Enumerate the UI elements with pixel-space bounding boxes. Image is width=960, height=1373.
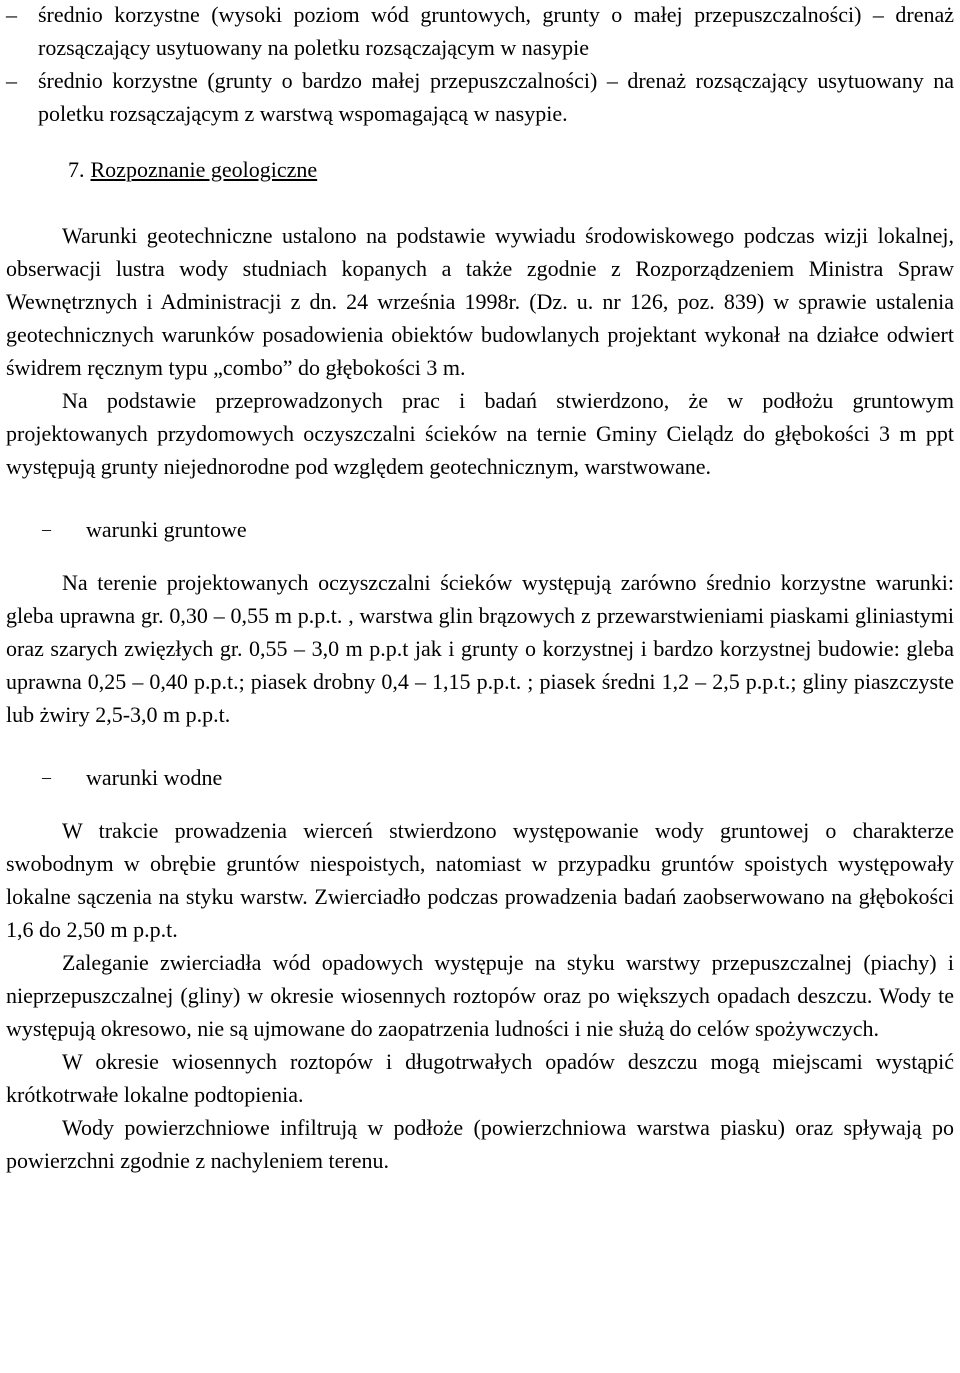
paragraph: Na terenie projektowanych oczyszczalni ścieków występują zarówno średnio korzystne warunki: gleba uprawna gr. 0,30 – 0,55 m p.p.t. , warstwa glin brązowych z przewarstwieniami piaskami gliniastymi oraz szarych zwięzłych gr. 0,55 – 3,0 m p.p.t jak i grunty o korzystnej i bardzo korzystnej budowie: gleba uprawna 0,25 – 0,40 p.p.t.; piasek drobny 0,4 – 1,15 p.p.t. ; piasek średni 1,2 – 2,5 p.p.t.; gliny piaszczyste lub żwiry 2,5-3,0 m p.p.t. — [6, 570, 954, 727]
subsection-title: warunki wodne — [86, 765, 223, 790]
paragraph: Zaleganie zwierciadła wód opadowych występuje na styku warstwy przepuszczalnej (piachy) i nieprzepuszczalnej (gliny) w okresie wiosennych roztopów oraz po większych opadach deszczu. Wody te występują okresowo, nie są ujmowane do zaopatrzenia ludności i nie służą do celów spożywczych. — [6, 950, 954, 1041]
paragraph: W okresie wiosennych roztopów i długotrwałych opadów deszczu mogą miejscami wystąpić krótkotrwałe lokalne podtopienia. — [6, 1049, 954, 1107]
list-item — [6, 0, 954, 64]
section-heading — [68, 153, 954, 186]
subsection-title: warunki gruntowe — [86, 517, 247, 542]
dash-bullet: – — [42, 519, 51, 539]
paragraph: Na podstawie przeprowadzonych prac i badań stwierdzono, że w podłożu gruntowym projektowanych przydomowych oczyszczalni ścieków na ternie Gminy Cielądz do głębokości 3 m ppt występują grunty niejednorodne pod względem geotechnicznym, warstwowane. — [6, 388, 954, 479]
dash-bullet: – — [6, 68, 17, 93]
paragraph: W trakcie prowadzenia wierceń stwierdzono występowanie wody gruntowej o charakterze swobodnym w obrębie gruntów niespoistych, natomiast w przypadku gruntów spoistych występowały lokalne sączenia na styku warstw. Zwierciadło podczas prowadzenia badań zaobserwowano na głębokości 1,6 do 2,50 m p.p.t. — [6, 818, 954, 942]
paragraph: Warunki geotechniczne ustalono na podstawie wywiadu środowiskowego podczas wizji lokalnej, obserwacji lustra wody studniach kopanych a także zgodnie z Rozporządzeniem Ministra Spraw Wewnętrznych i Administracji z dn. 24 września 1998r. (Dz. u. nr 126, poz. 839) w sprawie ustalenia geotechnicznych warunków posadowienia obiektów budowlanych projektant wykonał na działce odwiert świdrem ręcznym typu „combo” do głębokości 3 m. — [6, 223, 954, 380]
subsection-heading — [6, 761, 954, 794]
dash-bullet: – — [6, 2, 17, 27]
list-item — [6, 64, 954, 130]
list-item-text: średnio korzystne (grunty o bardzo małej przepuszczalności) – drenaż rozsączający usytuowany na poletku rozsączającym z warstwą wspomagającą w nasypie. — [38, 68, 954, 126]
section-number: 7. — [68, 157, 85, 182]
section-title: Rozpoznanie geologiczne — [90, 157, 318, 182]
list-item-text: średnio korzystne (wysoki poziom wód gruntowych, grunty o małej przepuszczalności) – drenaż rozsączający usytuowany na poletku rozsączającym w nasypie — [38, 2, 954, 60]
dash-bullet: – — [42, 767, 51, 787]
subsection-heading — [6, 513, 954, 546]
paragraph: Wody powierzchniowe infiltrują w podłoże (powierzchniowa warstwa piasku) oraz spływają po powierzchni zgodnie z nachyleniem terenu. — [6, 1115, 954, 1173]
